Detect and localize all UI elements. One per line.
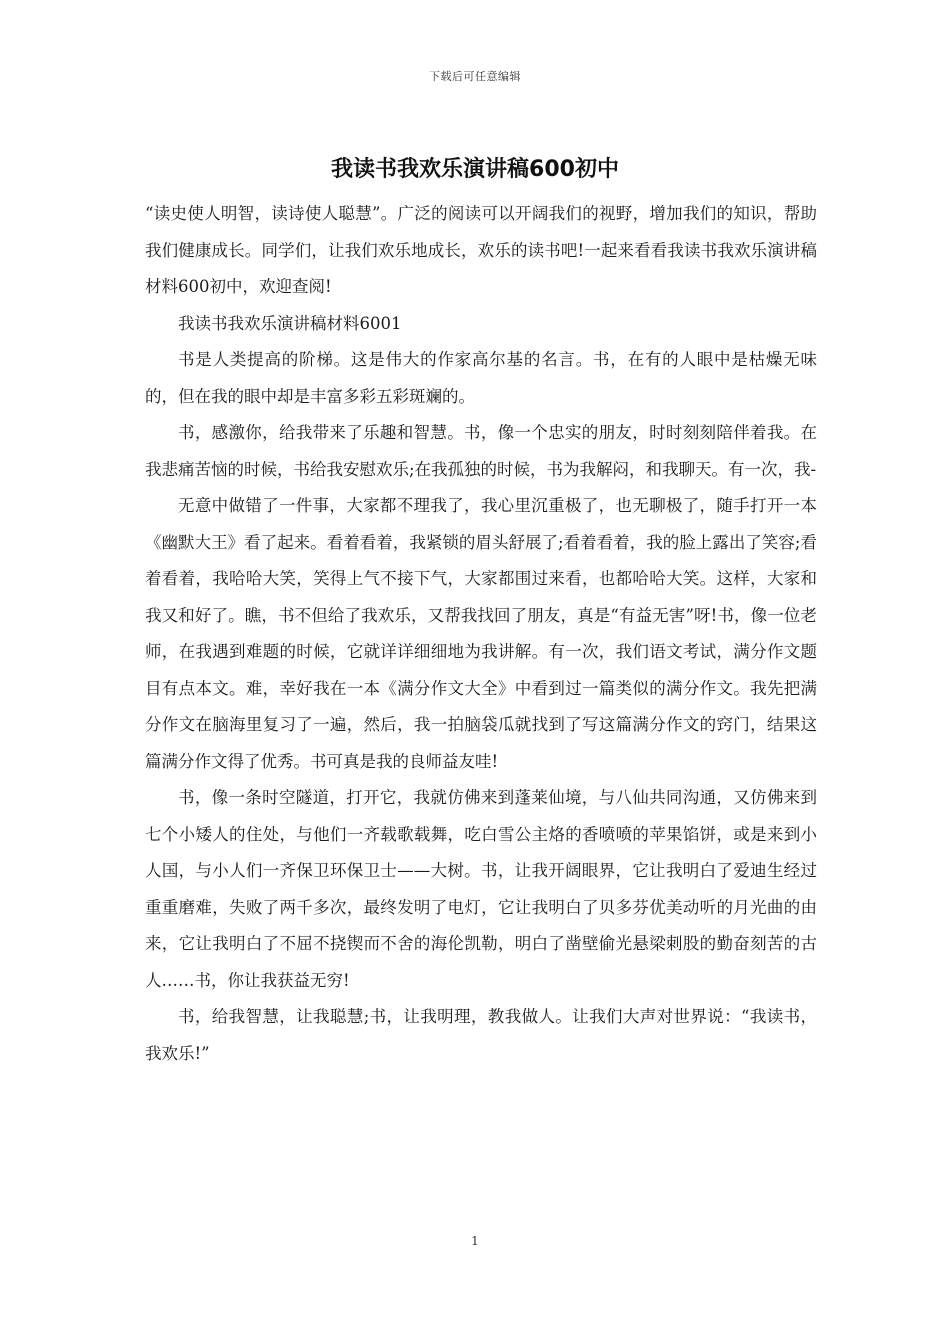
intro-paragraph: “读史使人明智，读诗使人聪慧”。广泛的阅读可以开阔我们的视野，增加我们的知识，帮助我们健康成长。同学们，让我们欢乐地成长，欢乐的读书吧!一起来看看我读书我欢乐演讲稿材料600初中，欢迎查阅!	[145, 204, 817, 296]
header-note: 下载后可任意编辑	[429, 70, 521, 83]
body-paragraph: 书，给我智慧，让我聪慧;书，让我明理，教我做人。让我们大声对世界说：“我读书，我欢乐!”	[145, 1007, 817, 1063]
section-heading: 我读书我欢乐演讲稿材料6001	[178, 313, 402, 333]
body-paragraph: 书，像一条时空隧道，打开它，我就仿佛来到蓬莱仙境，与八仙共同沟通，又仿佛来到七个小矮人的住处，与他们一齐载歌载舞，吃白雪公主烙的香喷喷的苹果馅饼，或是来到小人国，与小人们一齐保卫环保卫士——大树。书，让我开阔眼界，它让我明白了爱迪生经过重重磨难，失败了两千多次，最终发明了电灯，它让我明白了贝多芬优美动听的月光曲的由来，它让我明白了不屈不挠锲而不舍的海伦凯勒，明白了凿壁偷光悬梁刺股的勤奋刻苦的古人……书，你让我获益无穷!	[145, 788, 817, 990]
body-paragraph: 无意中做错了一件事，大家都不理我了，我心里沉重极了，也无聊极了，随手打开一本《幽默大王》看了起来。看着看着，我紧锁的眉头舒展了;看着看着，我的脸上露出了笑容;看着看着，我哈哈大笑，笑得上气不接下气，大家都围过来看，也都哈哈大笑。这样，大家和我又和好了。瞧，书不但给了我欢乐，又帮我找回了朋友，真是“有益无害”呀!书，像一位老师，在我遇到难题的时候，它就详详细细地为我讲解。有一次，我们语文考试，满分作文题目有点本文。难，幸好我在一本《满分作文大全》中看到过一篇类似的满分作文。我先把满分作文在脑海里复习了一遍，然后，我一拍脑袋瓜就找到了写这篇满分作文的窍门，结果这篇满分作文得了优秀。书可真是我的良师益友哇!	[145, 496, 817, 771]
body-paragraph: 书，感激你，给我带来了乐趣和智慧。书，像一个忠实的朋友，时时刻刻陪伴着我。在我悲痛苦恼的时候，书给我安慰欢乐;在我孤独的时候，书为我解闷，和我聊天。有一次，我-	[145, 423, 817, 479]
page-number: 1	[471, 1234, 479, 1248]
document-body	[145, 196, 817, 1072]
document-title: 我读书我欢乐演讲稿600初中	[331, 157, 619, 182]
body-paragraph: 书是人类提高的阶梯。这是伟大的作家高尔基的名言。书，在有的人眼中是枯燥无味的，但在我的眼中却是丰富多彩五彩斑斓的。	[145, 350, 817, 406]
